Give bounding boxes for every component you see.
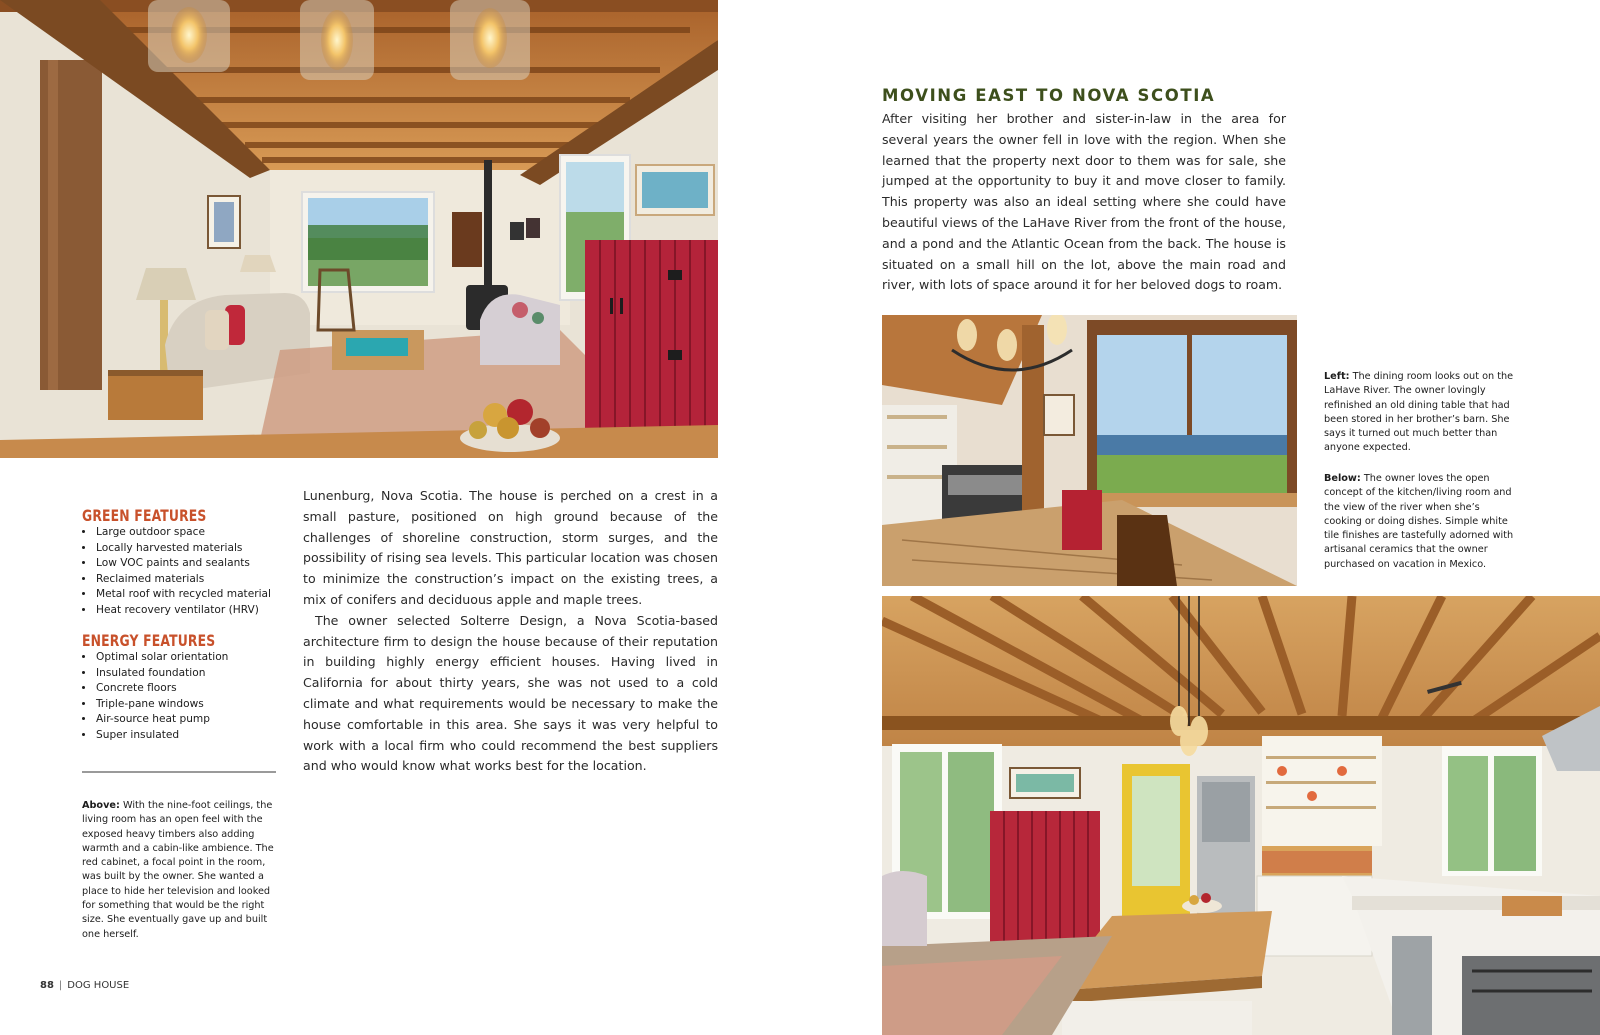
list-item: • Heat recovery ventilator (HRV) bbox=[95, 603, 271, 619]
body-text-left bbox=[303, 486, 718, 777]
list-item: • Optimal solar orientation bbox=[95, 650, 228, 666]
green-features-list bbox=[82, 525, 271, 619]
green-features-heading: GREEN FEATURES bbox=[82, 506, 207, 525]
caption-text: The owner loves the open concept of the kitchen/living room and the view of the river when she’s cooking or doing dishes. Simple white tile finishes are tastefully adorned with artisanal ceramics that the owner purchased on vacation in Mexico. bbox=[1324, 473, 1514, 570]
list-item: • Reclaimed materials bbox=[95, 572, 271, 588]
caption-above bbox=[82, 799, 278, 942]
energy-features-list bbox=[82, 650, 228, 744]
caption-text: The dining room looks out on the LaHave River. The owner lovingly refinished an old dining table that had been stored in her brother’s barn. She says it turned out much better than anyone expected. bbox=[1324, 371, 1514, 454]
list-item: • Air-source heat pump bbox=[95, 712, 228, 728]
sidebar-divider bbox=[82, 771, 276, 773]
list-item: • Metal roof with recycled material bbox=[95, 587, 271, 603]
caption-label: Left: bbox=[1324, 371, 1350, 382]
energy-features-heading: ENERGY FEATURES bbox=[82, 631, 216, 650]
caption-left bbox=[1324, 370, 1516, 456]
dining-room-photo bbox=[882, 315, 1297, 586]
list-item: • Super insulated bbox=[95, 728, 228, 744]
kitchen-photo bbox=[882, 596, 1600, 1035]
list-item: • Locally harvested materials bbox=[95, 541, 271, 557]
body-text-right bbox=[882, 109, 1286, 296]
page-folio bbox=[40, 980, 129, 991]
caption-label: Below: bbox=[1324, 473, 1361, 484]
list-item: • Low VOC paints and sealants bbox=[95, 556, 271, 572]
body-paragraph: Lunenburg, Nova Scotia. The house is perched on a crest in a small pasture, positioned on high ground because of the challenges of shoreline construction, storm surges, and the possibility of rising sea levels. This particular location was chosen to minimize the construction’s impact on the existing trees, a mix of conifers and deciduous apple and maple trees. bbox=[303, 488, 718, 607]
caption-text: With the nine-foot ceilings, the living room has an open feel with the exposed heavy timbers also adding warmth and a cabin-like ambience. The red cabinet, a focal point in the room, was built by the owner. She wanted a place to hide her television and looked for something that would be the right size. She eventually gave up and built one herself. bbox=[82, 800, 274, 940]
caption-label: Above: bbox=[82, 800, 120, 811]
list-item: • Concrete floors bbox=[95, 681, 228, 697]
page-number: 88 bbox=[40, 980, 54, 991]
folio-separator: | bbox=[58, 980, 63, 991]
caption-below bbox=[1324, 472, 1516, 572]
book-title: DOG HOUSE bbox=[67, 980, 130, 991]
living-room-photo bbox=[0, 0, 718, 458]
body-paragraph: The owner selected Solterre Design, a Nova Scotia-based architecture firm to design the house because of their reputation in building highly energy efficient houses. Having lived in California for about thirty years, she was not used to a cold climate and what requirements would be necessary to make the house comfortable in this area. She says it was very helpful to work with a local firm who could recommend the best suppliers and who would know what works best for the location. bbox=[303, 612, 718, 774]
section-title: MOVING EAST TO NOVA SCOTIA bbox=[882, 86, 1216, 105]
list-item: • Triple-pane windows bbox=[95, 697, 228, 713]
list-item: • Large outdoor space bbox=[95, 525, 271, 541]
body-paragraph: After visiting her brother and sister-in-law in the area for several years the owner fell in love with the region. When she learned that the property next door to them was for sale, she jumped at the opportunity to buy it and move closer to family. This property was also an ideal setting where she could have beautiful views of the LaHave River from the front of the house, and a pond and the Atlantic Ocean from the back. The house is situated on a small hill on the lot, above the main road and river, with lots of space around it for her beloved dogs to roam. bbox=[882, 111, 1286, 293]
list-item: • Insulated foundation bbox=[95, 666, 228, 682]
